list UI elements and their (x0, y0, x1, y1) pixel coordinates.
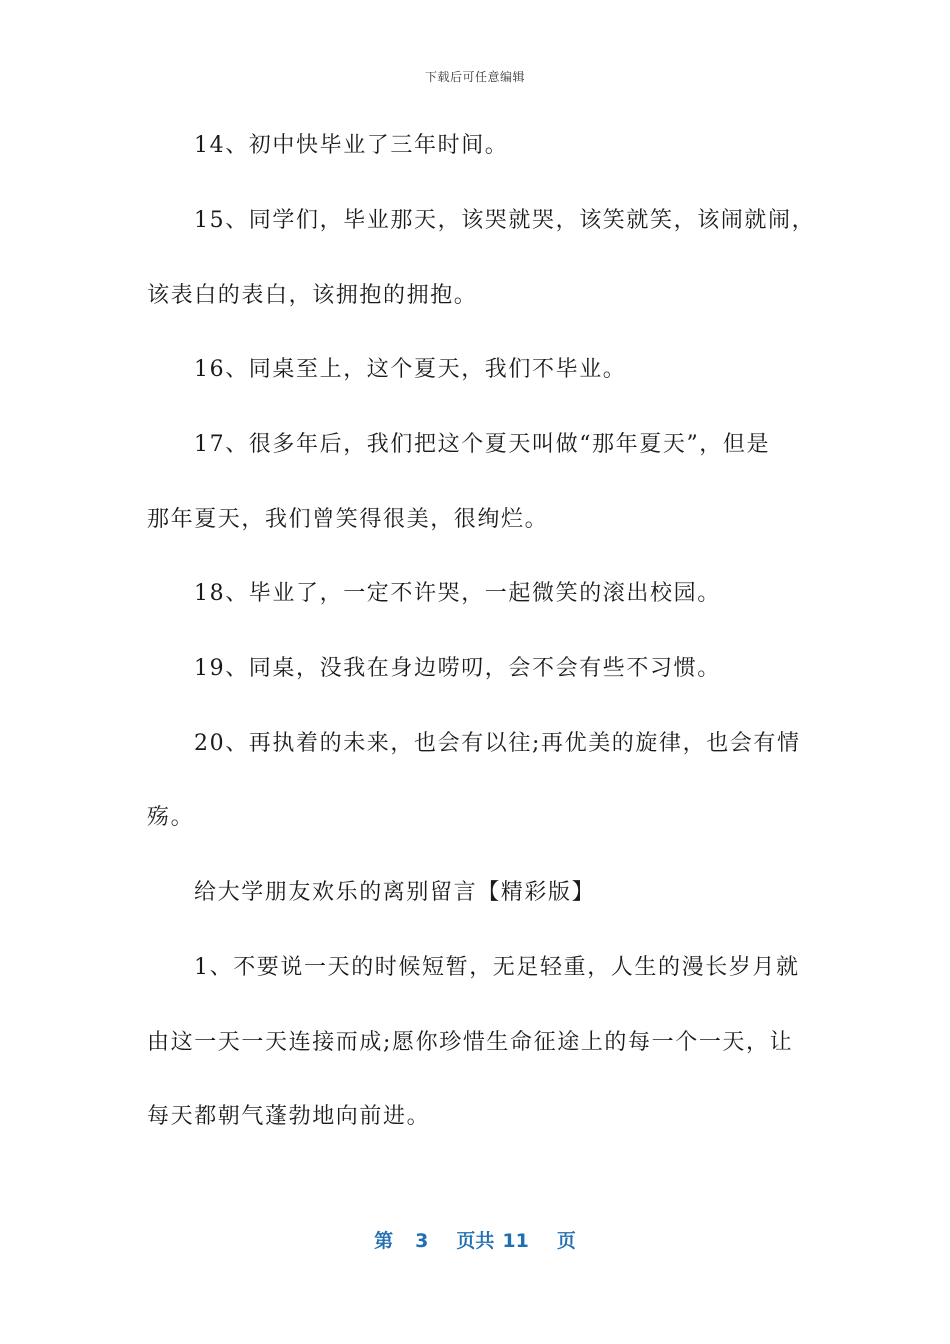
paragraph-line: 20、再执着的未来，也会有以往;再优美的旋律，也会有情 (194, 731, 801, 756)
page-footer (0, 1226, 950, 1253)
paragraph-line: 14、初中快毕业了三年时间。 (194, 133, 509, 158)
page-header: 下载后可任意编辑 (424, 70, 525, 84)
paragraph-line: 15、同学们，毕业那天，该哭就哭，该笑就笑，该闹就闹， (194, 208, 816, 233)
paragraph-line: 那年夏天，我们曾笑得很美，很绚烂。 (147, 507, 549, 532)
paragraph-line: 17、很多年后，我们把这个夏天叫做“那年夏天”，但是 (194, 432, 771, 457)
paragraph-line: 该表白的表白，该拥抱的拥抱。 (147, 283, 478, 308)
paragraph-line: 殇。 (147, 805, 195, 830)
footer-middle: 页共 (456, 1230, 495, 1252)
paragraph-line: 每天都朝气蓬勃地向前进。 (147, 1104, 431, 1129)
footer-total-pages: 11 (502, 1230, 529, 1252)
footer-suffix: 页 (556, 1230, 576, 1252)
paragraph-line: 16、同桌至上，这个夏天，我们不毕业。 (194, 357, 627, 382)
paragraph-line: 1、不要说一天的时候短暂，无足轻重，人生的漫长岁月就 (194, 955, 800, 980)
paragraph-line: 19、同桌，没我在身边唠叨，会不会有些不习惯。 (194, 656, 721, 681)
paragraph-line: 18、毕业了，一定不许哭，一起微笑的滚出校园。 (194, 581, 721, 606)
paragraph-line: 由这一天一天连接而成;愿你珍惜生命征途上的每一个一天，让 (147, 1030, 794, 1055)
footer-prefix: 第 (374, 1230, 394, 1252)
section-heading: 给大学朋友欢乐的离别留言【精彩版】 (194, 880, 596, 905)
footer-page-number: 3 (415, 1230, 429, 1252)
